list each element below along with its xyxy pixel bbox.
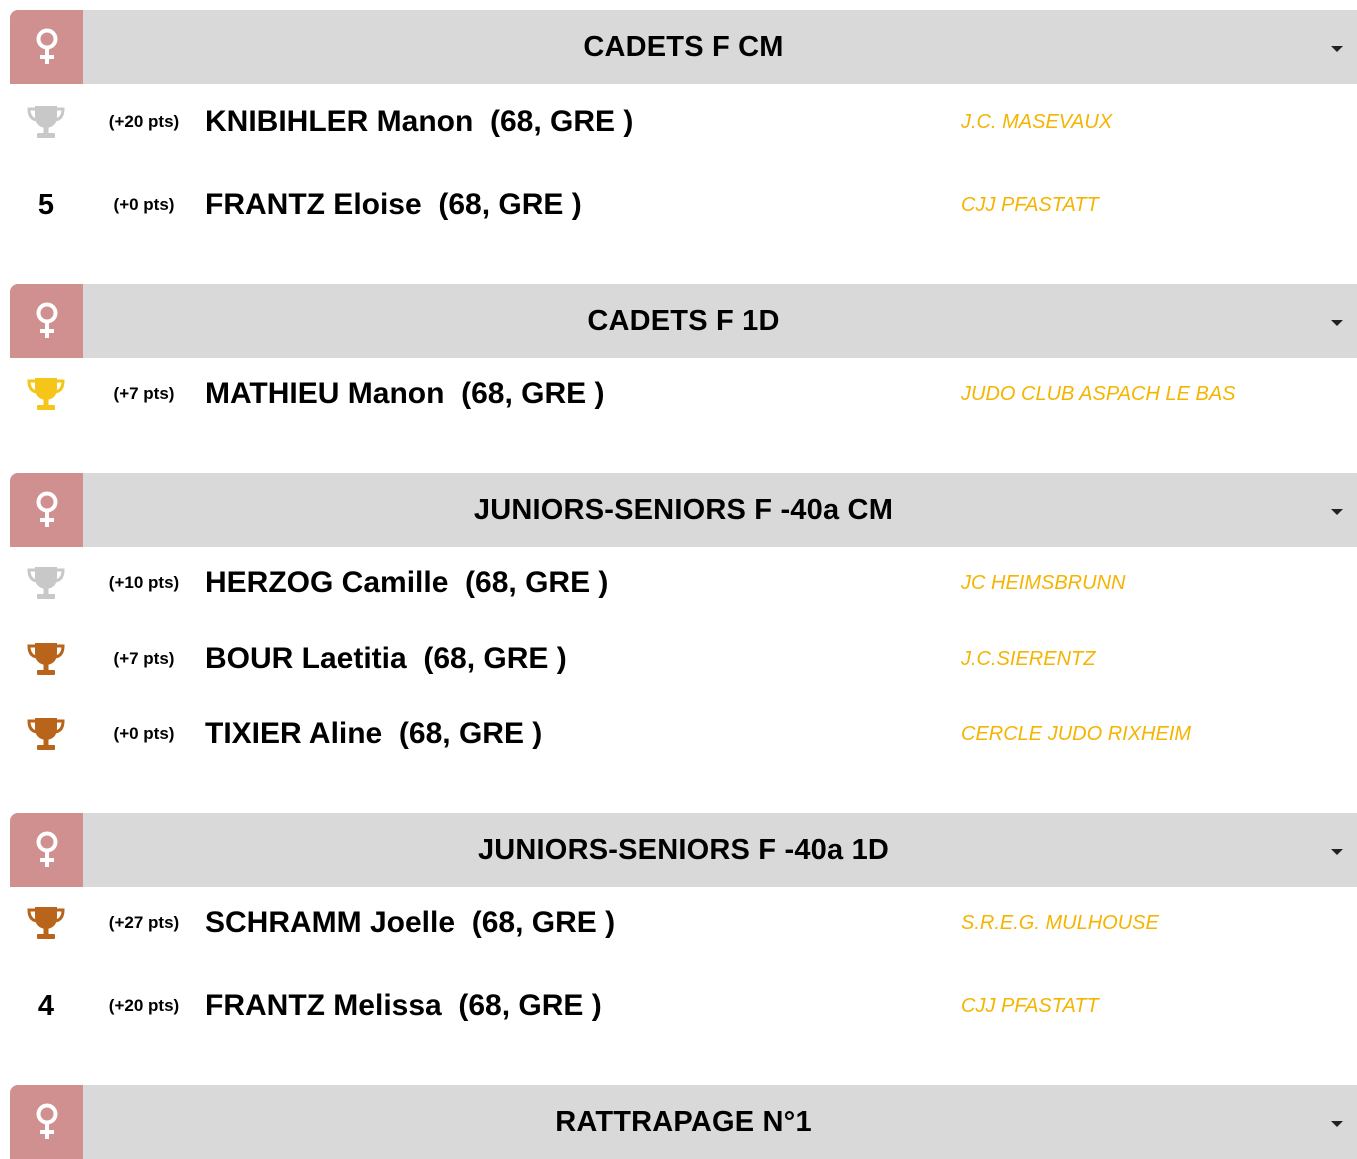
- section-cadets-f-cm: [10, 10, 1357, 84]
- section-header[interactable]: [10, 10, 1357, 84]
- gold-trophy-icon: [18, 369, 74, 419]
- section-header[interactable]: [10, 813, 1357, 887]
- section-header[interactable]: [10, 473, 1357, 547]
- rank-number-cell: [18, 180, 74, 230]
- athlete-name: KNIBIHLER Manon (68, GRE ): [205, 105, 634, 138]
- female-icon: [10, 284, 83, 358]
- silver-trophy-icon: [18, 558, 74, 608]
- chevron-down-icon[interactable]: [1331, 849, 1343, 855]
- result-row: [10, 369, 1357, 419]
- athlete-name: TIXIER Aline (68, GRE ): [205, 717, 543, 750]
- points-gained: (+20 pts): [108, 996, 180, 1015]
- points-gained: (+20 pts): [108, 112, 180, 131]
- section-title: JUNIORS-SENIORS F -40a CM: [473, 493, 894, 526]
- points-gained: (+7 pts): [113, 384, 175, 403]
- rank-number: 4: [37, 989, 55, 1022]
- chevron-down-icon[interactable]: [1331, 320, 1343, 326]
- bronze-trophy-icon: [18, 898, 74, 948]
- points-gained: (+7 pts): [113, 649, 175, 668]
- athlete-name: HERZOG Camille (68, GRE ): [205, 566, 609, 599]
- result-row: [10, 97, 1357, 147]
- result-row: [10, 981, 1357, 1031]
- section-title: RATTRAPAGE N°1: [555, 1105, 812, 1138]
- club-name: CERCLE JUDO RIXHEIM: [961, 722, 1192, 745]
- section-header[interactable]: [10, 1085, 1357, 1159]
- result-row: [10, 898, 1357, 948]
- section-title: JUNIORS-SENIORS F -40a 1D: [477, 833, 890, 866]
- female-icon: [10, 10, 83, 84]
- female-icon: [10, 1085, 83, 1159]
- athlete-name: MATHIEU Manon (68, GRE ): [205, 377, 605, 410]
- points-gained: (+10 pts): [108, 573, 180, 592]
- silver-trophy-icon: [18, 97, 74, 147]
- points-gained: (+0 pts): [113, 195, 175, 214]
- athlete-name: FRANTZ Melissa (68, GRE ): [205, 989, 602, 1022]
- section-header[interactable]: [10, 284, 1357, 358]
- bronze-trophy-icon: [18, 709, 74, 759]
- points-gained: (+0 pts): [113, 724, 175, 743]
- club-name: J.C.SIERENTZ: [961, 647, 1096, 670]
- female-icon: [10, 473, 83, 547]
- result-row: [10, 558, 1357, 608]
- chevron-down-icon[interactable]: [1331, 509, 1343, 515]
- section-cadets-f-1d: [10, 284, 1357, 358]
- points-gained: (+27 pts): [108, 913, 180, 932]
- female-icon: [10, 813, 83, 887]
- club-name: J.C. MASEVAUX: [961, 110, 1113, 133]
- athlete-name: SCHRAMM Joelle (68, GRE ): [205, 906, 616, 939]
- club-name: S.R.E.G. MULHOUSE: [961, 911, 1159, 934]
- section-juniors-seniors-f-40a-cm: [10, 473, 1357, 547]
- rank-number-cell: [18, 981, 74, 1031]
- chevron-down-icon[interactable]: [1331, 46, 1343, 52]
- section-rattrapage-1: [10, 1085, 1357, 1159]
- athlete-name: BOUR Laetitia (68, GRE ): [205, 642, 567, 675]
- section-title: CADETS F CM: [583, 30, 784, 63]
- bronze-trophy-icon: [18, 634, 74, 684]
- club-name: CJJ PFASTATT: [961, 994, 1099, 1017]
- club-name: JC HEIMSBRUNN: [961, 571, 1126, 594]
- section-title: CADETS F 1D: [587, 304, 780, 337]
- rank-number: 5: [37, 188, 55, 221]
- athlete-name: FRANTZ Eloise (68, GRE ): [205, 188, 582, 221]
- section-juniors-seniors-f-40a-1d: [10, 813, 1357, 887]
- chevron-down-icon[interactable]: [1331, 1121, 1343, 1127]
- club-name: JUDO CLUB ASPACH LE BAS: [961, 382, 1236, 405]
- result-row: [10, 180, 1357, 230]
- result-row: [10, 634, 1357, 684]
- club-name: CJJ PFASTATT: [961, 193, 1099, 216]
- result-row: [10, 709, 1357, 759]
